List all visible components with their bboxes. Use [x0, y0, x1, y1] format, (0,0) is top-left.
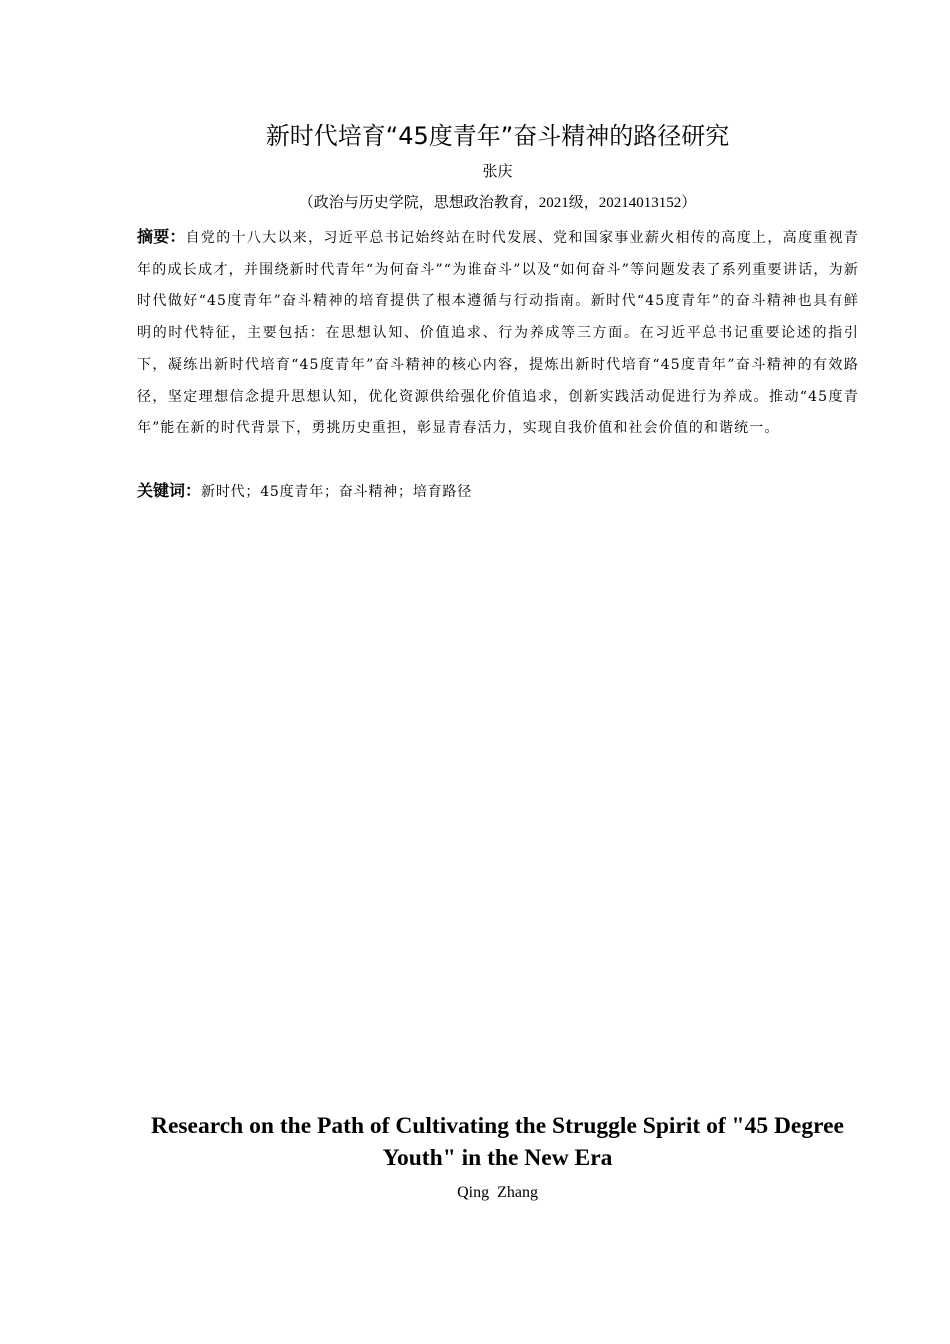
- abstract-label: 摘要：: [137, 227, 186, 246]
- chinese-author: 张庆: [482, 162, 513, 180]
- english-title: Research on the Path of Cultivating the Struggle Spirit of "45 Degree Youth" in the New Era: [151, 1113, 844, 1171]
- keywords-text: 新时代；45度青年；奋斗精神；培育路径: [201, 484, 473, 500]
- chinese-title: 新时代培育“45度青年”奋斗精神的路径研究: [265, 122, 730, 150]
- abstract-text: 自党的十八大以来，习近平总书记始终站在时代发展、党和国家事业薪火相传的高度上，高度重视青年的成长成才，并围绕新时代青年“为何奋斗”“为谁奋斗”以及“如何奋斗”等问题发表了系列重要讲话，为新时代做好“45度青年”奋斗精神的培育提供了根本遵循与行动指南。新时代“45度青年”的奋斗精神也具有鲜明的时代特征，主要包括：在思想认知、价值追求、行为养成等三方面。在习近平总书记重要论述的指引下，凝练出新时代培育“45度青年”奋斗精神的核心内容，提炼出新时代培育“45度青年”奋斗精神的有效路径，坚定理想信念提升思想认知，优化资源供给强化价值追求，创新实践活动促进行为养成。推动“45度青年”能在新的时代背景下，勇挑历史重担，彰显青春活力，实现自我价值和社会价值的和谐统一。: [137, 230, 859, 437]
- keywords-label: 关键词：: [137, 481, 202, 500]
- keywords-line: [137, 476, 859, 507]
- abstract-paragraph: [137, 221, 859, 445]
- english-author: Qing Zhang: [457, 1184, 538, 1201]
- chinese-affiliation: （政治与历史学院，思想政治教育，2021级，20214013152）: [298, 195, 697, 211]
